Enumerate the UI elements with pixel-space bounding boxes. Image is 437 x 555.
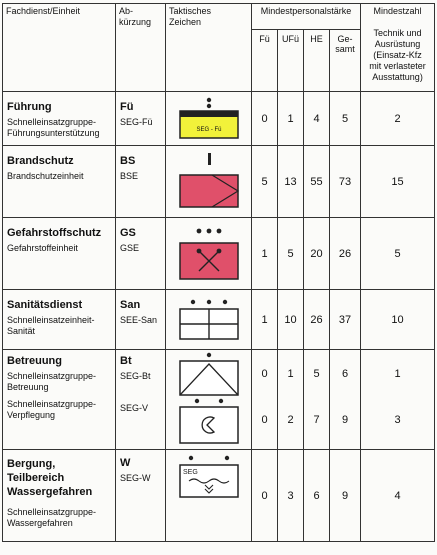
abbr-cell: Bt SEG-Bt SEG-V xyxy=(116,350,166,450)
abbr-cell: San SEE-San xyxy=(116,290,166,350)
tactical-symbol-sanitaet-icon xyxy=(166,290,252,350)
header-symbol: Taktisches Zeichen xyxy=(166,4,252,92)
abbr-cell: Fü SEG-Fü xyxy=(116,92,166,146)
header-abbr: Ab- kürzung xyxy=(116,4,166,92)
table-row: Betreuung Schnelleinsatzgruppe- Betreuung Schnelleinsatzgruppe- Verpflegung Bt SEG-Bt SEG-V 0 0 1 2 5 7 6 9 1 3 xyxy=(3,350,435,450)
svg-text:SEG: SEG xyxy=(182,469,198,476)
unit-table xyxy=(2,3,435,542)
abbr-cell: GS GSE xyxy=(116,218,166,290)
unit-cell: Bergung, Teilbereich Wassergefahren Schnelleinsatzgruppe- Wassergefahren xyxy=(3,450,116,542)
table-row: Sanitätsdienst Schnelleinsatzeinheit- Sanität San SEE-San 1 10 26 37 10 xyxy=(3,290,435,350)
tactical-symbol-gefahrstoff-icon xyxy=(166,218,252,290)
header-ges: Ge- samt xyxy=(330,30,361,92)
tactical-symbol-wassergefahren-icon xyxy=(166,450,252,542)
unit-title: Führung xyxy=(7,101,52,113)
abbr-cell: BS BSE xyxy=(116,146,166,218)
unit-cell: Gefahrstoffschutz Gefahrstoffeinheit xyxy=(3,218,116,290)
header-ufue: UFü xyxy=(278,30,304,92)
table-row: Gefahrstoffschutz Gefahrstoffeinheit GS GSE 1 5 20 26 5 xyxy=(3,218,435,290)
unit-cell: Betreuung Schnelleinsatzgruppe- Betreuung Schnelleinsatzgruppe- Verpflegung xyxy=(3,350,116,450)
header-unit: Fachdienst/Einheit xyxy=(3,4,116,92)
table-row: Brandschutz Brandschutzeinheit BS BSE 5 13 55 73 15 xyxy=(3,146,435,218)
unit-cell: Sanitätsdienst Schnelleinsatzeinheit- Sanität xyxy=(3,290,116,350)
header-staff: Mindestpersonalstärke xyxy=(252,4,361,30)
tactical-symbol-betreuung-icon xyxy=(166,350,252,450)
header-fue: Fü xyxy=(252,30,278,92)
unit-cell xyxy=(3,92,116,146)
unit-sub: Schnelleinsatzgruppe- Führungsunterstützung xyxy=(7,117,100,138)
abbr-cell: W SEG-W xyxy=(116,450,166,542)
table-row: Führung Schnelleinsatzgruppe- Führungsunterstützung Fü SEG-Fü SEG - Fü 0 1 4 5 2 xyxy=(3,92,435,146)
unit-cell: Brandschutz Brandschutzeinheit xyxy=(3,146,116,218)
svg-text:SEG - Fü: SEG - Fü xyxy=(195,126,222,133)
tactical-symbol-fuehrung-icon xyxy=(166,92,252,146)
header-min: Mindestzahl Technik und Ausrüstung (Einsatz-Kfz mit verlasteter Ausstattung) xyxy=(361,4,435,92)
header-he: HE xyxy=(304,30,330,92)
tactical-symbol-brandschutz-icon xyxy=(166,146,252,218)
table-row: Bergung, Teilbereich Wassergefahren Schnelleinsatzgruppe- Wassergefahren W SEG-W SEG 0 3 6 9 4 xyxy=(3,450,435,542)
